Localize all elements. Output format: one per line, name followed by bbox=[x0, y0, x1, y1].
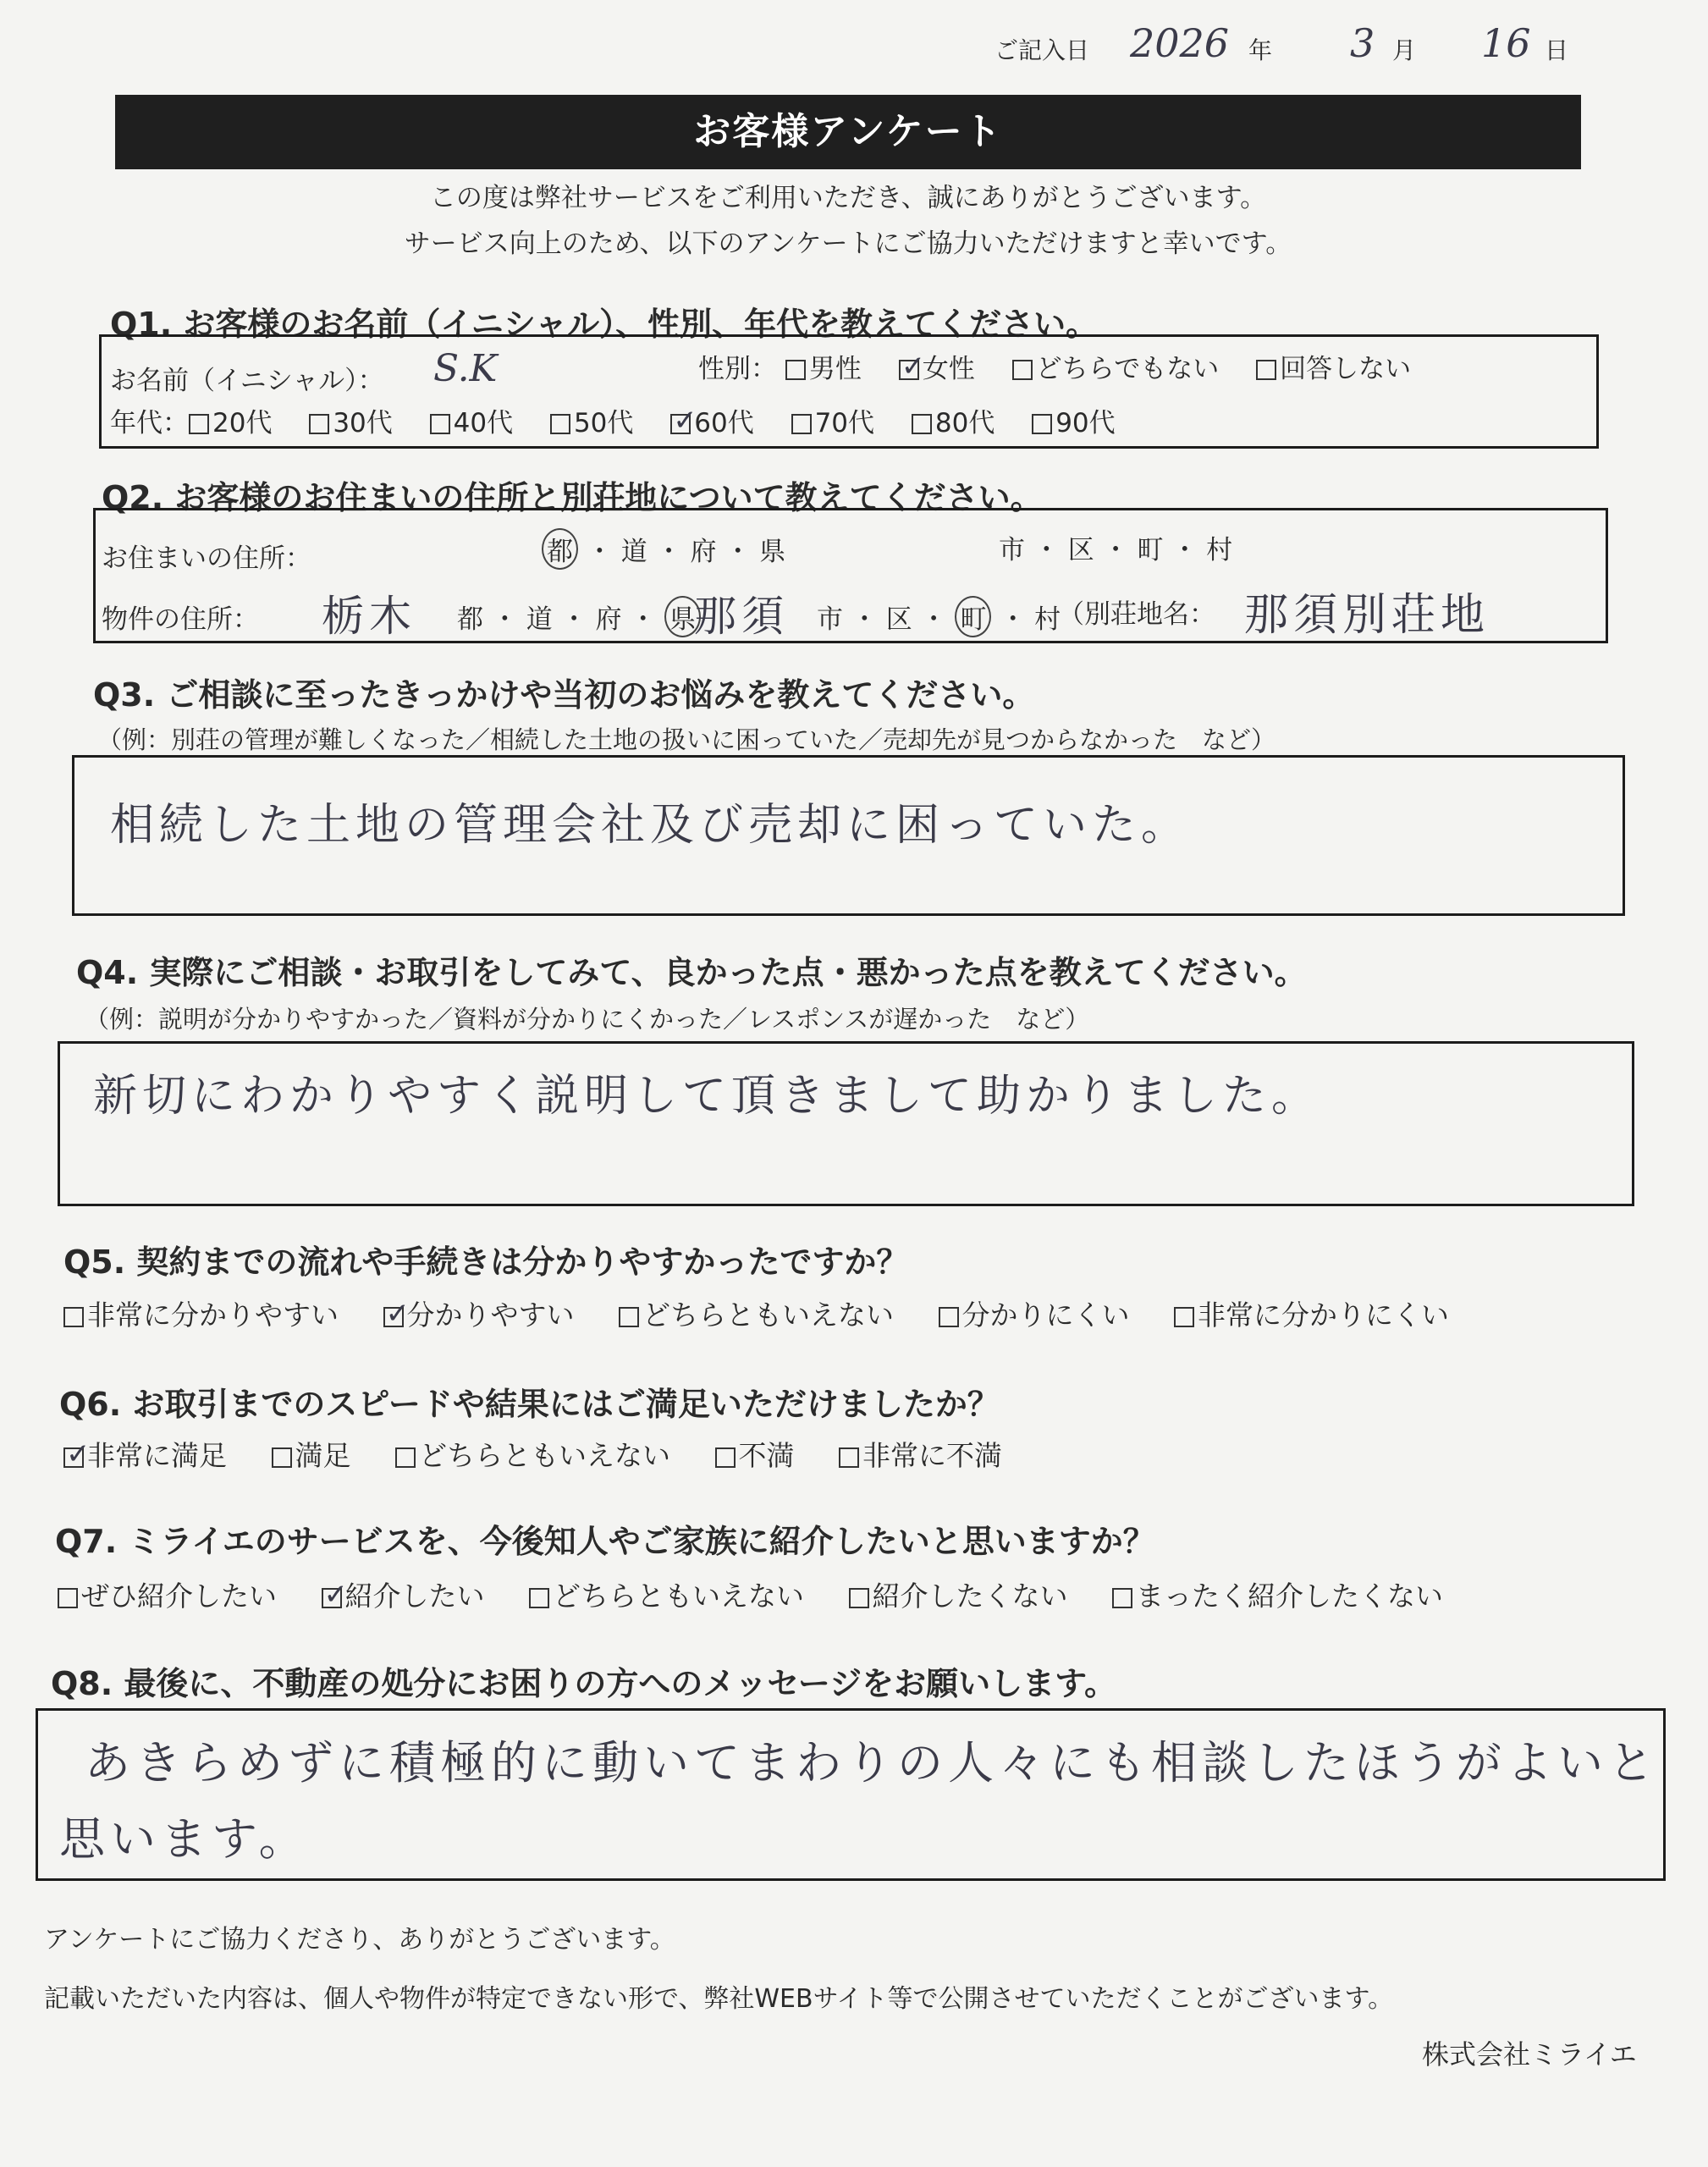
q1-age bbox=[110, 401, 1116, 439]
age-30-checkbox[interactable] bbox=[309, 414, 329, 434]
q3-example: （例：別荘の管理が難しくなった／相続した土地の扱いに困っていた／売却先が見つからなかった など） bbox=[97, 725, 1276, 754]
q5-opt3-label: どちらともいえない bbox=[642, 1299, 894, 1332]
q5-options bbox=[63, 1293, 1449, 1333]
age-50-label: 50代 bbox=[573, 408, 634, 438]
date-year: 2026 bbox=[1130, 20, 1230, 66]
q4-example: （例：説明が分かりやすかった／資料が分かりにくかった／レスポンスが遅かった など） bbox=[85, 1005, 1090, 1034]
survey-title: お客様アンケート bbox=[115, 95, 1581, 169]
home-city-shi: 市 bbox=[999, 535, 1025, 565]
q6-opt5-label: 非常に不満 bbox=[862, 1439, 1002, 1472]
gender-male-checkbox[interactable] bbox=[785, 360, 806, 380]
property-pref-to: 都 bbox=[457, 604, 483, 635]
q8-answer-line-1: あきらめずに積極的に動いてまわりの人々にも相談したほうがよいと bbox=[85, 1736, 1659, 1789]
age-40-label: 40代 bbox=[453, 408, 514, 438]
age-50-checkbox[interactable] bbox=[550, 414, 570, 434]
q2-property-city: 那須 bbox=[694, 592, 789, 641]
q6-opt2-checkbox[interactable] bbox=[272, 1447, 292, 1468]
home-pref-do: 道 bbox=[620, 537, 647, 567]
age-80-label: 80代 bbox=[934, 408, 995, 438]
age-20-checkbox[interactable] bbox=[189, 414, 209, 434]
gender-male-label: 男性 bbox=[808, 354, 862, 384]
company-name: 株式会社ミライエ bbox=[1422, 2038, 1637, 2071]
q1-name-value: S.K bbox=[433, 347, 498, 390]
entry-date bbox=[994, 20, 1587, 76]
q2-property-label: 物件の住所： bbox=[102, 604, 259, 635]
property-pref-do: 道 bbox=[526, 604, 553, 635]
q5-opt4-label: 分かりにくい bbox=[961, 1299, 1130, 1332]
q3-question: Q3. ご相談に至ったきっかけや当初のお悩みを教えてください。 bbox=[93, 676, 1035, 714]
q2-home-pref: 都 ・ 道 ・ 府 ・ 県 bbox=[542, 528, 785, 570]
home-city-ku: 区 bbox=[1067, 535, 1094, 565]
q6-opt5-checkbox[interactable] bbox=[839, 1447, 859, 1468]
property-pref-fu: 府 bbox=[595, 604, 622, 635]
q7-opt2-label: 紹介したい bbox=[344, 1580, 485, 1613]
q1-name-label: お名前（イニシャル）： bbox=[110, 366, 384, 396]
age-30-label: 30代 bbox=[333, 408, 393, 438]
q5-question: Q5. 契約までの流れや手続きは分かりやすかったですか？ bbox=[63, 1243, 909, 1281]
gender-neither-checkbox[interactable] bbox=[1012, 360, 1033, 380]
gender-female-label: 女性 bbox=[922, 354, 975, 384]
q5-opt2-checkbox[interactable] bbox=[383, 1307, 404, 1327]
property-city-shi: 市 bbox=[817, 604, 843, 635]
year-unit: 年 bbox=[1248, 36, 1273, 64]
q7-opt2-checkbox[interactable] bbox=[322, 1588, 342, 1608]
q7-opt4-checkbox[interactable] bbox=[849, 1588, 869, 1608]
q8-question: Q8. 最後に、不動産の処分にお困りの方へのメッセージをお願いします。 bbox=[51, 1665, 1117, 1702]
month-unit: 月 bbox=[1392, 36, 1417, 64]
q7-question: Q7. ミライエのサービスを、今後知人やご家族に紹介したいと思いますか？ bbox=[55, 1523, 1155, 1560]
q3-answer: 相続した土地の管理会社及び売却に困っていた。 bbox=[110, 800, 1191, 851]
q7-opt3-label: どちらともいえない bbox=[553, 1580, 804, 1613]
q6-opt3-checkbox[interactable] bbox=[395, 1447, 416, 1468]
age-70-checkbox[interactable] bbox=[791, 414, 812, 434]
q5-opt1-checkbox[interactable] bbox=[63, 1307, 84, 1327]
q2-property-pref-suffix: 都 ・ 道 ・ 府 ・ 県 bbox=[457, 596, 701, 637]
q7-opt1-label: ぜひ紹介したい bbox=[81, 1580, 277, 1613]
q2-property-pref: 栃木 bbox=[322, 592, 416, 641]
home-city-cho: 町 bbox=[1137, 535, 1164, 565]
q4-answer: 新切にわかりやすく説明して頂きまして助かりました。 bbox=[93, 1071, 1321, 1122]
home-pref-ken: 県 bbox=[759, 537, 786, 567]
intro-line-2: サービス向上のため、以下のアンケートにご協力いただけますと幸いです。 bbox=[404, 229, 1292, 259]
q5-opt5-label: 非常に分かりにくい bbox=[1198, 1299, 1449, 1332]
q6-options bbox=[63, 1434, 1002, 1474]
date-label: ご記入日 bbox=[994, 36, 1090, 64]
q6-opt1-checkbox[interactable] bbox=[63, 1447, 84, 1468]
q2-question: Q2. お客様のお住まいの住所と別荘地について教えてください。 bbox=[102, 479, 1043, 516]
q5-opt1-label: 非常に分かりやすい bbox=[87, 1299, 339, 1332]
property-city-cho: 町 bbox=[955, 596, 991, 637]
age-20-label: 20代 bbox=[212, 408, 273, 438]
age-90-checkbox[interactable] bbox=[1032, 414, 1052, 434]
age-60-label: 60代 bbox=[694, 408, 754, 438]
footer-notice: 記載いただいた内容は、個人や物件が特定できない形で、弊社WEBサイト等で公開させていただくことがございます。 bbox=[44, 1984, 1394, 2014]
footer-thanks: アンケートにご協力くださり、ありがとうございます。 bbox=[44, 1925, 675, 1955]
gender-female-checkbox[interactable] bbox=[899, 360, 919, 380]
property-city-ku: 区 bbox=[885, 604, 912, 635]
day-unit: 日 bbox=[1545, 36, 1569, 64]
q5-opt3-checkbox[interactable] bbox=[619, 1307, 639, 1327]
property-city-son: 村 bbox=[1034, 604, 1061, 635]
home-pref-fu: 府 bbox=[690, 537, 717, 567]
q6-opt1-label: 非常に満足 bbox=[87, 1439, 227, 1472]
home-pref-to: 都 bbox=[542, 528, 578, 570]
q6-opt3-label: どちらともいえない bbox=[419, 1439, 670, 1472]
home-city-son: 村 bbox=[1206, 535, 1233, 565]
q7-options bbox=[58, 1574, 1443, 1614]
q2-property-city-suffix: 市 ・ 区 ・ 町 ・ 村 bbox=[817, 596, 1061, 637]
q2-villa-value: 那須別荘地 bbox=[1244, 590, 1490, 641]
q7-opt5-label: まったく紹介したくない bbox=[1136, 1580, 1443, 1613]
age-label: 年代： bbox=[110, 408, 189, 438]
q5-opt2-label: 分かりやすい bbox=[406, 1299, 575, 1332]
q7-opt4-label: 紹介したくない bbox=[872, 1580, 1068, 1613]
q2-home-city: 市 ・ 区 ・ 町 ・ 村 bbox=[999, 535, 1233, 565]
q1-gender bbox=[698, 347, 1411, 385]
q6-opt2-label: 満足 bbox=[295, 1439, 351, 1472]
gender-noanswer-checkbox[interactable] bbox=[1256, 360, 1276, 380]
q4-question: Q4. 実際にご相談・お取引をしてみて、良かった点・悪かった点を教えてください。 bbox=[76, 954, 1307, 991]
age-80-checkbox[interactable] bbox=[912, 414, 932, 434]
q6-question: Q6. お取引までのスピードや結果にはご満足いただけましたか？ bbox=[59, 1386, 1000, 1423]
gender-neither-label: どちらでもない bbox=[1035, 354, 1220, 384]
q7-opt1-checkbox[interactable] bbox=[58, 1588, 78, 1608]
q1-question: Q1. お客様のお名前（イニシャル）、性別、年代を教えてください。 bbox=[110, 306, 1099, 343]
gender-label: 性別： bbox=[698, 354, 777, 384]
gender-noanswer-label: 回答しない bbox=[1280, 354, 1412, 384]
intro-line-1: この度は弊社サービスをご利用いただき、誠にありがとうございます。 bbox=[429, 183, 1267, 213]
q6-opt4-checkbox[interactable] bbox=[715, 1447, 736, 1468]
age-90-label: 90代 bbox=[1055, 408, 1116, 438]
age-70-label: 70代 bbox=[814, 408, 875, 438]
date-month: 3 bbox=[1350, 20, 1375, 66]
q2-home-label: お住まいの住所： bbox=[102, 543, 311, 574]
q6-opt4-label: 不満 bbox=[738, 1439, 795, 1472]
q7-opt3-checkbox[interactable] bbox=[529, 1588, 549, 1608]
q5-opt4-checkbox[interactable] bbox=[939, 1307, 959, 1327]
property-pref-ken: 県 bbox=[664, 596, 701, 637]
date-day: 16 bbox=[1481, 20, 1531, 66]
q5-opt5-checkbox[interactable] bbox=[1174, 1307, 1194, 1327]
age-40-checkbox[interactable] bbox=[430, 414, 450, 434]
q8-answer-line-2: 思います。 bbox=[59, 1812, 310, 1866]
age-60-checkbox[interactable] bbox=[670, 414, 691, 434]
q7-opt5-checkbox[interactable] bbox=[1112, 1588, 1132, 1608]
q2-villa-label: （別荘地名： bbox=[1058, 599, 1215, 630]
